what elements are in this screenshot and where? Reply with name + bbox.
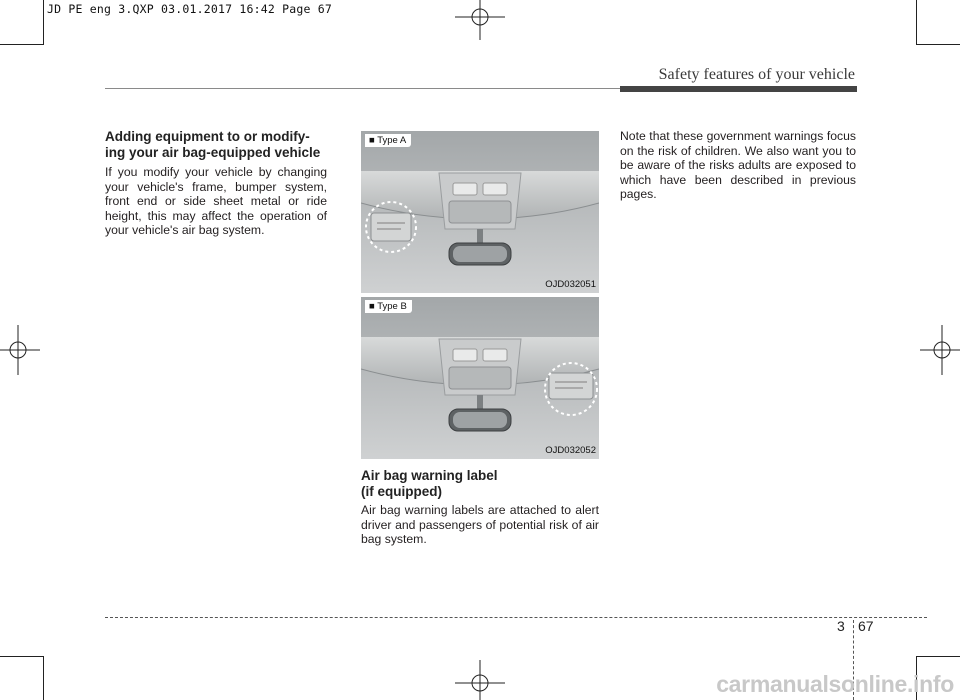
chapter-number: 3 — [837, 618, 845, 634]
square-bullet-icon: ■ — [369, 135, 378, 146]
crop-mark — [43, 656, 44, 700]
page-number: 67 — [858, 618, 874, 634]
section-title: Safety features of your vehicle — [658, 66, 855, 83]
body-text-warning-label: Air bag warning labels are attached to alert driver and passengers of potential risk of air bag system. — [361, 503, 599, 546]
figure-code: OJD032052 — [545, 445, 596, 456]
crop-mark — [916, 656, 960, 657]
watermark-text: carmanualsonline.info — [716, 671, 954, 697]
registration-mark-icon — [920, 325, 960, 375]
registration-mark-icon — [455, 0, 505, 40]
print-slug: JD PE eng 3.QXP 03.01.2017 16:42 Page 67 — [47, 2, 332, 16]
crop-mark — [0, 44, 44, 45]
square-bullet-icon: ■ — [369, 301, 378, 312]
footer-rule — [105, 617, 927, 618]
registration-mark-icon — [455, 660, 505, 700]
header-rule — [105, 88, 620, 89]
crop-mark — [0, 656, 44, 657]
figure-type-a — [361, 131, 599, 293]
headliner-illustration — [361, 131, 599, 293]
headliner-illustration — [361, 297, 599, 459]
section-heading-modify-equipment: Adding equipment to or modify- ing your air bag-equipped vehicle — [105, 129, 321, 160]
crop-mark — [916, 44, 960, 45]
section-heading-warning-label: Air bag warning label (if equipped) — [361, 468, 498, 499]
registration-mark-icon — [0, 325, 40, 375]
figure-code: OJD032051 — [545, 279, 596, 290]
figure-type-b — [361, 297, 599, 459]
crop-mark — [916, 0, 917, 44]
figure-tag-type-a: ■ Type A — [365, 134, 411, 147]
crop-mark — [43, 0, 44, 44]
body-text-government-warnings: Note that these government warnings focus on the risk of children. We also want you to be aware of the risks adults are exposed to which have been described in previous pages. — [620, 129, 856, 201]
body-text-modify-equipment: If you modify your vehicle by changing your vehicle's frame, bumper system, front end or side sheet metal or ride height, this may affect the operation of your vehicle's air bag system. — [105, 165, 327, 237]
figure-tag-type-b: ■ Type B — [365, 300, 412, 313]
header-bar — [620, 86, 857, 92]
